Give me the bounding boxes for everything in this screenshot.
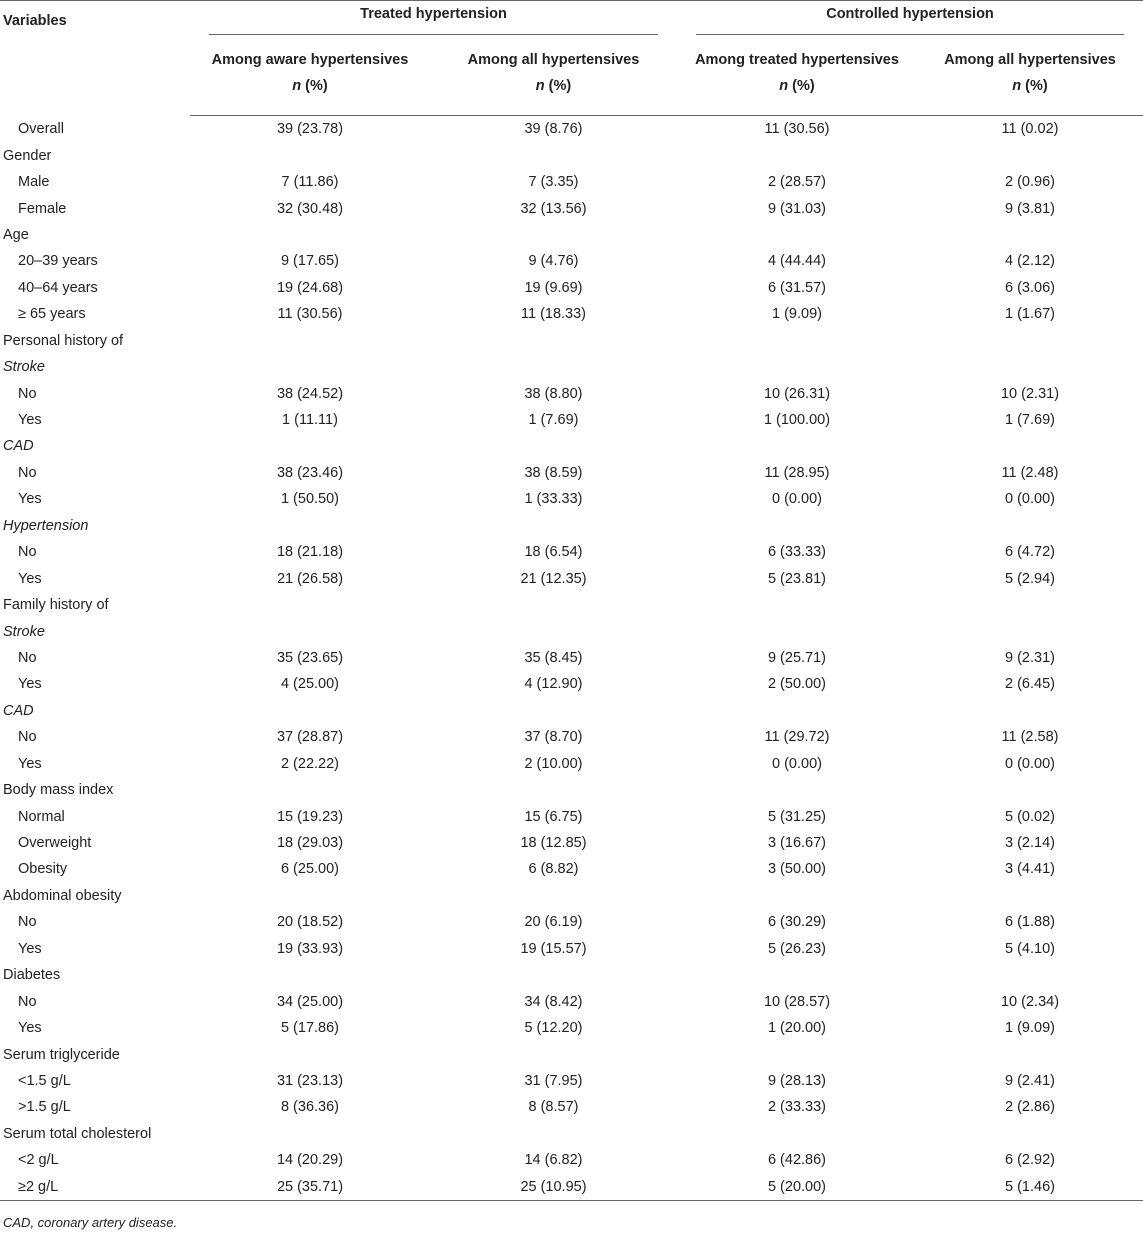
sub-header-label: Among all hypertensives bbox=[467, 52, 640, 68]
table-row bbox=[0, 909, 1143, 935]
table-cell: 31 (7.95) bbox=[524, 1072, 583, 1089]
table-cell bbox=[190, 592, 430, 618]
table-cell: 9 (17.65) bbox=[280, 253, 340, 270]
group-header-rule bbox=[209, 34, 657, 35]
table-cell: 1 (11.11) bbox=[282, 412, 338, 429]
table-cell: 4 (2.12) bbox=[1005, 253, 1055, 270]
table-cell: 10 (28.57) bbox=[763, 993, 831, 1010]
table-cell: 34 (25.00) bbox=[276, 993, 344, 1010]
table-row bbox=[0, 248, 1143, 274]
table-cell: 6 (1.88) bbox=[1005, 914, 1055, 931]
table-cell: 9 (28.13) bbox=[767, 1072, 827, 1089]
table-cell bbox=[917, 962, 1143, 988]
table-row bbox=[0, 486, 1143, 512]
table-cell: 19 (24.68) bbox=[276, 279, 344, 296]
table-cell: 3 (4.41) bbox=[1005, 861, 1055, 878]
table-cell bbox=[190, 698, 430, 724]
table-cell: 38 (23.46) bbox=[276, 464, 344, 481]
sub-header-cell bbox=[677, 39, 917, 116]
unit-n: n bbox=[292, 78, 302, 94]
table-cell bbox=[430, 618, 677, 644]
unit-n: n bbox=[535, 78, 545, 94]
table-cell: 4 (12.90) bbox=[524, 676, 583, 693]
table-cell bbox=[917, 1041, 1143, 1067]
table-cell bbox=[917, 328, 1143, 354]
row-label: Yes bbox=[18, 1020, 42, 1037]
table-cell: 5 (23.81) bbox=[767, 570, 827, 587]
row-label: >1.5 g/L bbox=[18, 1099, 71, 1116]
table-row bbox=[0, 856, 1143, 882]
table-row bbox=[0, 354, 1143, 380]
table-cell bbox=[677, 1041, 917, 1067]
table-cell bbox=[430, 142, 677, 168]
table-cell: 10 (2.34) bbox=[1000, 993, 1060, 1010]
table-row bbox=[0, 1068, 1143, 1094]
group-header-controlled-label: Controlled hypertension bbox=[826, 5, 994, 22]
table-cell bbox=[430, 883, 677, 909]
table-row bbox=[0, 671, 1143, 697]
table-cell: 25 (10.95) bbox=[430, 1174, 677, 1201]
table-cell: 19 (15.57) bbox=[520, 940, 587, 957]
row-label: No bbox=[18, 993, 37, 1010]
table-cell: 3 (16.67) bbox=[767, 835, 827, 852]
sub-header-unit bbox=[190, 73, 430, 99]
row-label: <2 g/L bbox=[18, 1152, 59, 1169]
table-cell bbox=[917, 777, 1143, 803]
row-label: Age bbox=[3, 226, 29, 243]
table-cell bbox=[677, 328, 917, 354]
sub-header-unit bbox=[430, 73, 677, 99]
sub-header-cell bbox=[430, 39, 677, 116]
table-row bbox=[0, 645, 1143, 671]
table-cell: 7 (11.86) bbox=[281, 174, 339, 191]
table-row bbox=[0, 433, 1143, 459]
table-cell: 21 (12.35) bbox=[520, 570, 587, 587]
table-cell bbox=[190, 618, 430, 644]
table-cell: 2 (0.96) bbox=[1005, 174, 1055, 191]
table-row bbox=[0, 618, 1143, 644]
table-cell bbox=[190, 1121, 430, 1147]
row-label: Serum triglyceride bbox=[3, 1046, 120, 1063]
table-cell bbox=[430, 1041, 677, 1067]
table-cell: 15 (19.23) bbox=[276, 808, 344, 825]
table-cell: 20 (6.19) bbox=[524, 914, 583, 931]
table-cell: 1 (33.33) bbox=[524, 491, 583, 508]
row-label: No bbox=[18, 649, 37, 666]
table-cell bbox=[190, 142, 430, 168]
row-label: No bbox=[18, 544, 37, 561]
table-cell bbox=[677, 354, 917, 380]
row-label: Yes bbox=[18, 412, 42, 429]
row-label: Yes bbox=[18, 491, 42, 508]
table-cell: 9 (2.41) bbox=[1005, 1072, 1055, 1089]
row-label: Hypertension bbox=[3, 517, 89, 534]
table-cell bbox=[430, 962, 677, 988]
table-cell: 35 (23.65) bbox=[276, 649, 344, 666]
table-cell: 35 (8.45) bbox=[524, 649, 583, 666]
unit-percent: (%) bbox=[544, 78, 572, 94]
row-label: Yes bbox=[18, 676, 42, 693]
table-cell: 6 (33.33) bbox=[767, 544, 827, 561]
row-label: ≥2 g/L bbox=[0, 1174, 190, 1201]
unit-percent: (%) bbox=[301, 78, 328, 94]
table-cell bbox=[190, 328, 430, 354]
table-cell: 31 (23.13) bbox=[276, 1072, 344, 1089]
row-label: 40–64 years bbox=[18, 279, 98, 296]
table-cell: 18 (12.85) bbox=[520, 835, 587, 852]
table-row bbox=[0, 539, 1143, 565]
row-label: CAD bbox=[3, 702, 34, 719]
table-cell: 21 (26.58) bbox=[276, 570, 344, 587]
row-label: Overall bbox=[18, 120, 64, 137]
sub-header-unit bbox=[917, 73, 1143, 99]
table-row bbox=[0, 724, 1143, 750]
table-cell: 6 (25.00) bbox=[280, 861, 340, 878]
table-cell bbox=[430, 1121, 677, 1147]
sub-header-cell bbox=[190, 39, 430, 116]
table-cell: 1 (100.00) bbox=[763, 412, 831, 429]
table-cell: 7 (3.35) bbox=[528, 174, 579, 191]
table-cell: 11 (18.33) bbox=[520, 306, 587, 323]
table-cell: 18 (29.03) bbox=[276, 835, 344, 852]
row-label: Yes bbox=[18, 570, 42, 587]
table-row bbox=[0, 592, 1143, 618]
table-row bbox=[0, 1121, 1143, 1147]
table-cell: 11 (2.58) bbox=[1001, 729, 1059, 746]
table-cell: 8 (8.57) bbox=[528, 1099, 579, 1116]
table-cell: 38 (8.59) bbox=[524, 464, 583, 481]
table-cell: 5 (26.23) bbox=[767, 940, 827, 957]
unit-n: n bbox=[779, 78, 789, 94]
group-header-treated bbox=[190, 1, 677, 40]
row-label: Overweight bbox=[18, 835, 92, 852]
table-cell: 11 (2.48) bbox=[1001, 464, 1059, 481]
table-cell: 0 (0.00) bbox=[772, 755, 822, 772]
table-cell bbox=[190, 433, 430, 459]
table-cell: 11 (30.56) bbox=[764, 121, 830, 138]
row-label: 20–39 years bbox=[18, 253, 98, 270]
table-cell: 4 (25.00) bbox=[280, 676, 340, 693]
table-row bbox=[0, 565, 1143, 591]
table-row bbox=[0, 883, 1143, 909]
table-cell bbox=[430, 433, 677, 459]
row-label: Stroke bbox=[3, 359, 45, 376]
table-cell: 3 (50.00) bbox=[767, 861, 827, 878]
row-label: ≥ 65 years bbox=[18, 306, 86, 323]
table-cell bbox=[917, 433, 1143, 459]
table-cell: 38 (8.80) bbox=[524, 385, 583, 402]
table-cell bbox=[190, 883, 430, 909]
table-cell: 1 (1.67) bbox=[1005, 306, 1055, 323]
table-cell: 37 (8.70) bbox=[524, 729, 583, 746]
table-cell: 6 (4.72) bbox=[1005, 544, 1055, 561]
table-row bbox=[0, 1147, 1143, 1173]
table-row bbox=[0, 1094, 1143, 1120]
table-cell: 14 (20.29) bbox=[276, 1152, 344, 1169]
table-cell bbox=[190, 354, 430, 380]
table-cell: 1 (20.00) bbox=[767, 1020, 827, 1037]
table-cell: 1 (7.69) bbox=[1005, 412, 1055, 429]
table-cell bbox=[677, 592, 917, 618]
table-cell: 5 (2.94) bbox=[1005, 570, 1055, 587]
table-cell bbox=[917, 142, 1143, 168]
table-cell bbox=[677, 222, 917, 248]
table-cell bbox=[430, 328, 677, 354]
table-cell bbox=[917, 698, 1143, 724]
row-label: No bbox=[18, 729, 37, 746]
table-cell: 6 (42.86) bbox=[767, 1152, 827, 1169]
sub-header-label: Among treated hypertensives bbox=[695, 52, 899, 68]
table-row bbox=[0, 328, 1143, 354]
row-label: Yes bbox=[18, 940, 42, 957]
row-label: Female bbox=[18, 200, 67, 217]
table-cell: 19 (9.69) bbox=[524, 279, 583, 296]
table-cell bbox=[190, 222, 430, 248]
table-cell: 32 (13.56) bbox=[520, 200, 587, 217]
table-cell bbox=[917, 618, 1143, 644]
table-cell: 2 (2.86) bbox=[1005, 1099, 1055, 1116]
table-cell bbox=[917, 883, 1143, 909]
table-cell: 9 (25.71) bbox=[767, 649, 827, 666]
table-cell bbox=[190, 513, 430, 539]
table-cell: 25 (35.71) bbox=[190, 1174, 430, 1201]
table-cell bbox=[677, 698, 917, 724]
table-row bbox=[0, 962, 1143, 988]
table-cell: 2 (22.22) bbox=[280, 755, 340, 772]
row-label: Serum total cholesterol bbox=[3, 1125, 152, 1142]
table-cell bbox=[677, 883, 917, 909]
table-cell: 1 (9.09) bbox=[772, 306, 822, 323]
table-row bbox=[0, 830, 1143, 856]
variables-header: Variables bbox=[0, 1, 190, 116]
table-row bbox=[0, 1041, 1143, 1067]
table-row bbox=[0, 195, 1143, 221]
table-cell: 2 (28.57) bbox=[767, 174, 827, 191]
table-cell: 5 (4.10) bbox=[1005, 940, 1055, 957]
table-cell bbox=[430, 513, 677, 539]
table-cell: 1 (50.50) bbox=[280, 491, 340, 508]
table-row bbox=[0, 777, 1143, 803]
table-cell: 15 (6.75) bbox=[524, 808, 583, 825]
table-cell: 1 (9.09) bbox=[1005, 1020, 1055, 1037]
table-row bbox=[0, 698, 1143, 724]
unit-n: n bbox=[1012, 78, 1022, 94]
table-cell: 11 (28.95) bbox=[764, 464, 830, 481]
table-cell: 34 (8.42) bbox=[524, 993, 583, 1010]
table-cell: 37 (28.87) bbox=[276, 729, 344, 746]
table-cell bbox=[677, 777, 917, 803]
table-cell: 39 (23.78) bbox=[276, 121, 344, 138]
table-cell bbox=[917, 592, 1143, 618]
table-cell: 38 (24.52) bbox=[276, 385, 344, 402]
group-header-treated-label: Treated hypertension bbox=[360, 5, 507, 22]
table-cell: 10 (26.31) bbox=[763, 385, 831, 402]
table-cell bbox=[917, 513, 1143, 539]
table-cell: 39 (8.76) bbox=[524, 121, 583, 138]
table-row bbox=[0, 142, 1143, 168]
table-cell: 19 (33.93) bbox=[276, 940, 344, 957]
table-row bbox=[0, 169, 1143, 195]
table-cell bbox=[190, 777, 430, 803]
table-cell bbox=[677, 142, 917, 168]
sub-header-label: Among aware hypertensives bbox=[211, 52, 409, 68]
table-cell bbox=[677, 962, 917, 988]
table-cell: 6 (31.57) bbox=[767, 279, 827, 296]
row-label: CAD bbox=[3, 438, 34, 455]
table-cell bbox=[677, 433, 917, 459]
table-cell bbox=[430, 222, 677, 248]
row-label: <1.5 g/L bbox=[18, 1072, 71, 1089]
row-label: Normal bbox=[18, 808, 65, 825]
row-label: Abdominal obesity bbox=[3, 887, 122, 904]
table-cell: 9 (3.81) bbox=[1005, 200, 1055, 217]
table-cell: 18 (6.54) bbox=[524, 544, 583, 561]
table-cell: 9 (31.03) bbox=[767, 200, 827, 217]
table-row bbox=[0, 988, 1143, 1014]
sub-header-cell bbox=[917, 39, 1143, 116]
table-row bbox=[0, 301, 1143, 327]
group-header-rule bbox=[696, 34, 1125, 35]
unit-percent: (%) bbox=[1021, 78, 1048, 94]
footnote: CAD, coronary artery disease. bbox=[3, 1215, 178, 1230]
table-cell: 9 (2.31) bbox=[1005, 649, 1055, 666]
table-row bbox=[0, 803, 1143, 829]
table-cell bbox=[190, 1041, 430, 1067]
group-header-controlled bbox=[677, 1, 1143, 40]
table-cell: 11 (30.56) bbox=[277, 306, 343, 323]
table-cell: 10 (2.31) bbox=[1000, 385, 1060, 402]
table-row bbox=[0, 222, 1143, 248]
table-cell: 5 (17.86) bbox=[280, 1020, 340, 1037]
table-row bbox=[0, 513, 1143, 539]
table-cell: 20 (18.52) bbox=[276, 914, 344, 931]
table-cell: 4 (44.44) bbox=[767, 253, 827, 270]
table-cell: 5 (0.02) bbox=[1005, 808, 1055, 825]
row-label: Yes bbox=[18, 755, 42, 772]
row-label: No bbox=[18, 464, 37, 481]
table-cell bbox=[190, 962, 430, 988]
table-row bbox=[0, 116, 1143, 143]
table-cell: 2 (6.45) bbox=[1005, 676, 1055, 693]
row-label: No bbox=[18, 385, 37, 402]
row-label: Personal history of bbox=[3, 332, 124, 349]
table-row bbox=[0, 275, 1143, 301]
table-cell: 32 (30.48) bbox=[276, 200, 344, 217]
table-cell bbox=[677, 513, 917, 539]
table-row bbox=[0, 936, 1143, 962]
table-cell bbox=[917, 222, 1143, 248]
table-cell: 0 (0.00) bbox=[1005, 755, 1055, 772]
table-cell bbox=[430, 777, 677, 803]
table-cell: 5 (20.00) bbox=[677, 1174, 917, 1201]
table-cell: 1 (7.69) bbox=[528, 412, 579, 429]
sub-header-unit bbox=[677, 73, 917, 99]
table-row bbox=[0, 1015, 1143, 1041]
table-cell bbox=[430, 698, 677, 724]
table-cell bbox=[917, 354, 1143, 380]
row-label: Male bbox=[18, 174, 50, 191]
table-cell: 6 (8.82) bbox=[528, 861, 579, 878]
table-cell: 0 (0.00) bbox=[1005, 491, 1055, 508]
row-label: Gender bbox=[3, 147, 52, 164]
table-cell: 2 (10.00) bbox=[524, 755, 583, 772]
row-label: Body mass index bbox=[3, 782, 114, 799]
table-cell: 3 (2.14) bbox=[1005, 835, 1055, 852]
row-label: Family history of bbox=[3, 597, 109, 614]
table-cell: 11 (29.72) bbox=[764, 729, 830, 746]
table-row bbox=[0, 751, 1143, 777]
table-cell: 5 (31.25) bbox=[767, 808, 827, 825]
table-cell: 8 (36.36) bbox=[280, 1099, 340, 1116]
table-cell bbox=[430, 592, 677, 618]
table-cell: 18 (21.18) bbox=[276, 544, 344, 561]
table-cell: 5 (12.20) bbox=[524, 1020, 583, 1037]
group-header-row bbox=[0, 1, 1143, 40]
table-cell bbox=[677, 618, 917, 644]
table-row bbox=[0, 460, 1143, 486]
row-label: Obesity bbox=[18, 861, 68, 878]
table-cell bbox=[677, 1121, 917, 1147]
table-cell: 11 (0.02) bbox=[1001, 121, 1059, 138]
table-cell: 6 (2.92) bbox=[1005, 1152, 1055, 1169]
table-cell: 6 (3.06) bbox=[1005, 279, 1055, 296]
table-cell: 6 (30.29) bbox=[767, 914, 827, 931]
table-cell bbox=[917, 1121, 1143, 1147]
table-cell: 2 (50.00) bbox=[767, 676, 827, 693]
sub-header-label: Among all hypertensives bbox=[944, 52, 1116, 68]
row-label: Diabetes bbox=[3, 967, 61, 984]
row-label: Stroke bbox=[3, 623, 45, 640]
table-cell: 0 (0.00) bbox=[772, 491, 822, 508]
table-cell: 5 (1.46) bbox=[917, 1174, 1143, 1201]
row-label: No bbox=[18, 914, 37, 931]
table-cell: 2 (33.33) bbox=[767, 1099, 827, 1116]
table-cell: 9 (4.76) bbox=[528, 253, 579, 270]
table-cell bbox=[430, 354, 677, 380]
table-cell: 14 (6.82) bbox=[524, 1152, 583, 1169]
table-row bbox=[0, 1174, 1143, 1201]
unit-percent: (%) bbox=[788, 78, 815, 94]
table-row bbox=[0, 407, 1143, 433]
table-body bbox=[0, 116, 1143, 1201]
table-row bbox=[0, 380, 1143, 406]
